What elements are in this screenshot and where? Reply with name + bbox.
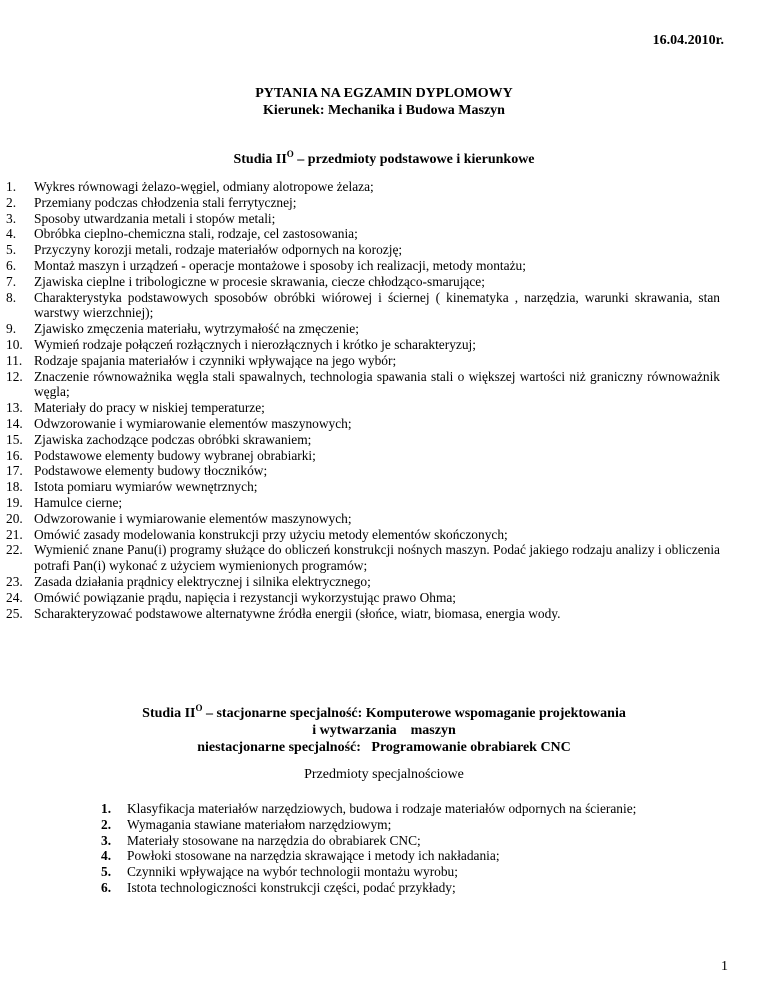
item-text: Omówić zasady modelowania konstrukcji przy użyciu metody elementów skończonych; [34,526,508,542]
list-item [6,479,720,495]
section1-heading [0,151,768,168]
document-date: 16.04.2010r. [652,33,724,48]
list-item [6,195,720,211]
document-title: PYTANIA NA EGZAMIN DYPLOMOWY [255,86,513,101]
item-number: 18. [6,479,23,495]
item-number: 2. [6,194,17,210]
list-item [101,833,701,849]
item-number: 9. [6,321,17,337]
item-number: 25. [6,605,23,621]
item-text: Sposoby utwardzania metali i stopów metali; [34,210,276,226]
list-item [6,542,720,574]
item-text: Wymagania stawiane materiałom narzędziowym; [127,816,392,832]
item-number: 4. [101,848,112,864]
item-number: 4. [6,226,17,242]
list-item [6,369,720,401]
list-item [6,448,720,464]
section2-heading-line2: i wytwarzania maszyn [312,723,456,738]
item-number: 10. [6,336,23,352]
item-text: Przyczyny korozji metali, rodzaje materiałów odpornych na korozję; [34,242,403,258]
item-text: Odwzorowanie i wymiarowanie elementów maszynowych; [34,510,352,526]
item-text: Zasada działania prądnicy elektrycznej i silnika elektrycznego; [34,573,371,589]
document-subtitle-kierunek: Kierunek: Mechanika i Budowa Maszyn [263,103,505,118]
list-item [6,400,720,416]
list-item [6,274,720,290]
item-number: 3. [101,832,112,848]
list-item [6,353,720,369]
item-number: 5. [6,242,17,258]
item-number: 5. [101,864,112,880]
list-item [6,242,720,258]
item-text: Podstawowe elementy budowy tłoczników; [34,463,268,479]
item-number: 8. [6,289,17,305]
list-item [101,817,701,833]
item-text: Klasyfikacja materiałów narzędziowych, budowa i rodzaje materiałów odpornych na ścieranie; [127,801,637,816]
item-text: Omówić powiązanie prądu, napięcia i rezystancji wykorzystując prawo Ohma; [34,589,457,605]
list-item [101,801,701,817]
page-number: 1 [721,959,728,974]
section2-heading-rest: – stacjonarne specjalność: Komputerowe wspomaganie projektowania [202,706,626,721]
item-number: 21. [6,526,23,542]
item-number: 15. [6,431,23,447]
item-text: Znaczenie równoważnika węgla stali spawalnych, technologia spawania stali o większej wartości niż graniczny równoważnik węgla; [34,368,720,400]
item-text: Odwzorowanie i wymiarowanie elementów maszynowych; [34,415,352,431]
item-number: 6. [6,257,17,273]
list-item [6,179,720,195]
item-number: 2. [101,816,112,832]
item-text: Zjawiska zachodzące podczas obróbki skrawaniem; [34,431,312,447]
list-item [6,432,720,448]
item-text: Materiały do pracy w niskiej temperaturze; [34,400,265,416]
item-number: 16. [6,447,23,463]
section1-heading-rest: – przedmioty podstawowe i kierunkowe [293,152,535,167]
item-number: 17. [6,463,23,479]
item-text: Przemiany podczas chłodzenia stali ferrytycznej; [34,194,297,210]
section2-heading-line1 [0,705,768,722]
item-number: 7. [6,273,17,289]
item-text: Podstawowe elementy budowy wybranej obrabiarki; [34,447,316,463]
item-number: 13. [6,400,23,416]
item-text: Montaż maszyn i urządzeń - operacje montażowe i sposoby ich realizacji, metody montażu; [34,257,526,273]
list-item [6,590,720,606]
list-item [6,495,720,511]
list-item [6,574,720,590]
section2-heading-prefix: Studia II [142,706,196,721]
list-item [6,290,720,322]
list-item [6,463,720,479]
item-number: 19. [6,494,23,510]
item-text: Wykres równowagi żelazo-węgiel, odmiany alotropowe żelaza; [34,179,374,194]
list-item [6,211,720,227]
item-number: 20. [6,510,23,526]
section2-heading [0,705,768,756]
section1-heading-sup: O [286,149,294,159]
item-text: Wymienić znane Panu(i) programy służące do obliczeń konstrukcji nośnych maszyn. Podać jakiego rodzaju analizy i obliczenia potrafi Pan(i) wykonać z użyciem wymienionych programów; [34,542,720,574]
list-item [6,416,720,432]
item-text: Czynniki wpływające na wybór technologii montażu wyrobu; [127,864,458,880]
item-text: Rodzaje spajania materiałów i czynniki wpływające na jego wybór; [34,352,397,368]
section2-heading-line3: niestacjonarne specjalność: Programowanie obrabiarek CNC [197,740,571,755]
list-item [6,527,720,543]
item-text: Obróbka cieplno-chemiczna stali, rodzaje, cel zastosowania; [34,226,358,242]
item-text: Istota technologiczności konstrukcji części, podać przykłady; [127,879,456,895]
item-text: Scharakteryzować podstawowe alternatywne źródła energii (słońce, wiatr, biomasa, energia wody. [34,605,561,621]
list-item [6,606,720,622]
section2-heading-sup: O [195,703,203,713]
section1-question-list [6,179,720,621]
list-item [101,864,701,880]
list-item [101,880,701,896]
list-item [101,848,701,864]
item-number: 6. [101,879,112,895]
item-text: Zjawisko zmęczenia materiału, wytrzymałość na zmęczenie; [34,321,359,337]
item-text: Charakterystyka podstawowych sposobów obróbki wiórowej i ściernej ( kinematyka , narzędzia, warunki skrawania, stan warstwy wierzchniej); [34,289,720,321]
list-item [6,226,720,242]
item-text: Wymień rodzaje połączeń rozłącznych i nierozłącznych i krótko je scharakteryzuj; [34,336,476,352]
item-number: 3. [6,210,17,226]
list-item [6,258,720,274]
item-text: Materiały stosowane na narzędzia do obrabiarek CNC; [127,832,421,848]
item-text: Powłoki stosowane na narzędzia skrawające i metody ich nakładania; [127,848,500,864]
list-item [6,511,720,527]
list-item [6,321,720,337]
item-number: 1. [6,179,17,194]
section2-question-list [101,801,701,896]
item-text: Istota pomiaru wymiarów wewnętrznych; [34,479,258,495]
section2-subtitle: Przedmioty specjalnościowe [304,767,464,782]
item-number: 1. [101,801,112,816]
section1-heading-prefix: Studia II [233,152,287,167]
item-number: 23. [6,573,23,589]
item-number: 14. [6,415,23,431]
item-number: 11. [6,352,23,368]
list-item [6,337,720,353]
item-text: Zjawiska cieplne i tribologiczne w procesie skrawania, ciecze chłodząco-smarujące; [34,273,485,289]
item-number: 12. [6,368,23,384]
item-text: Hamulce cierne; [34,494,123,510]
item-number: 22. [6,542,23,558]
item-number: 24. [6,589,23,605]
